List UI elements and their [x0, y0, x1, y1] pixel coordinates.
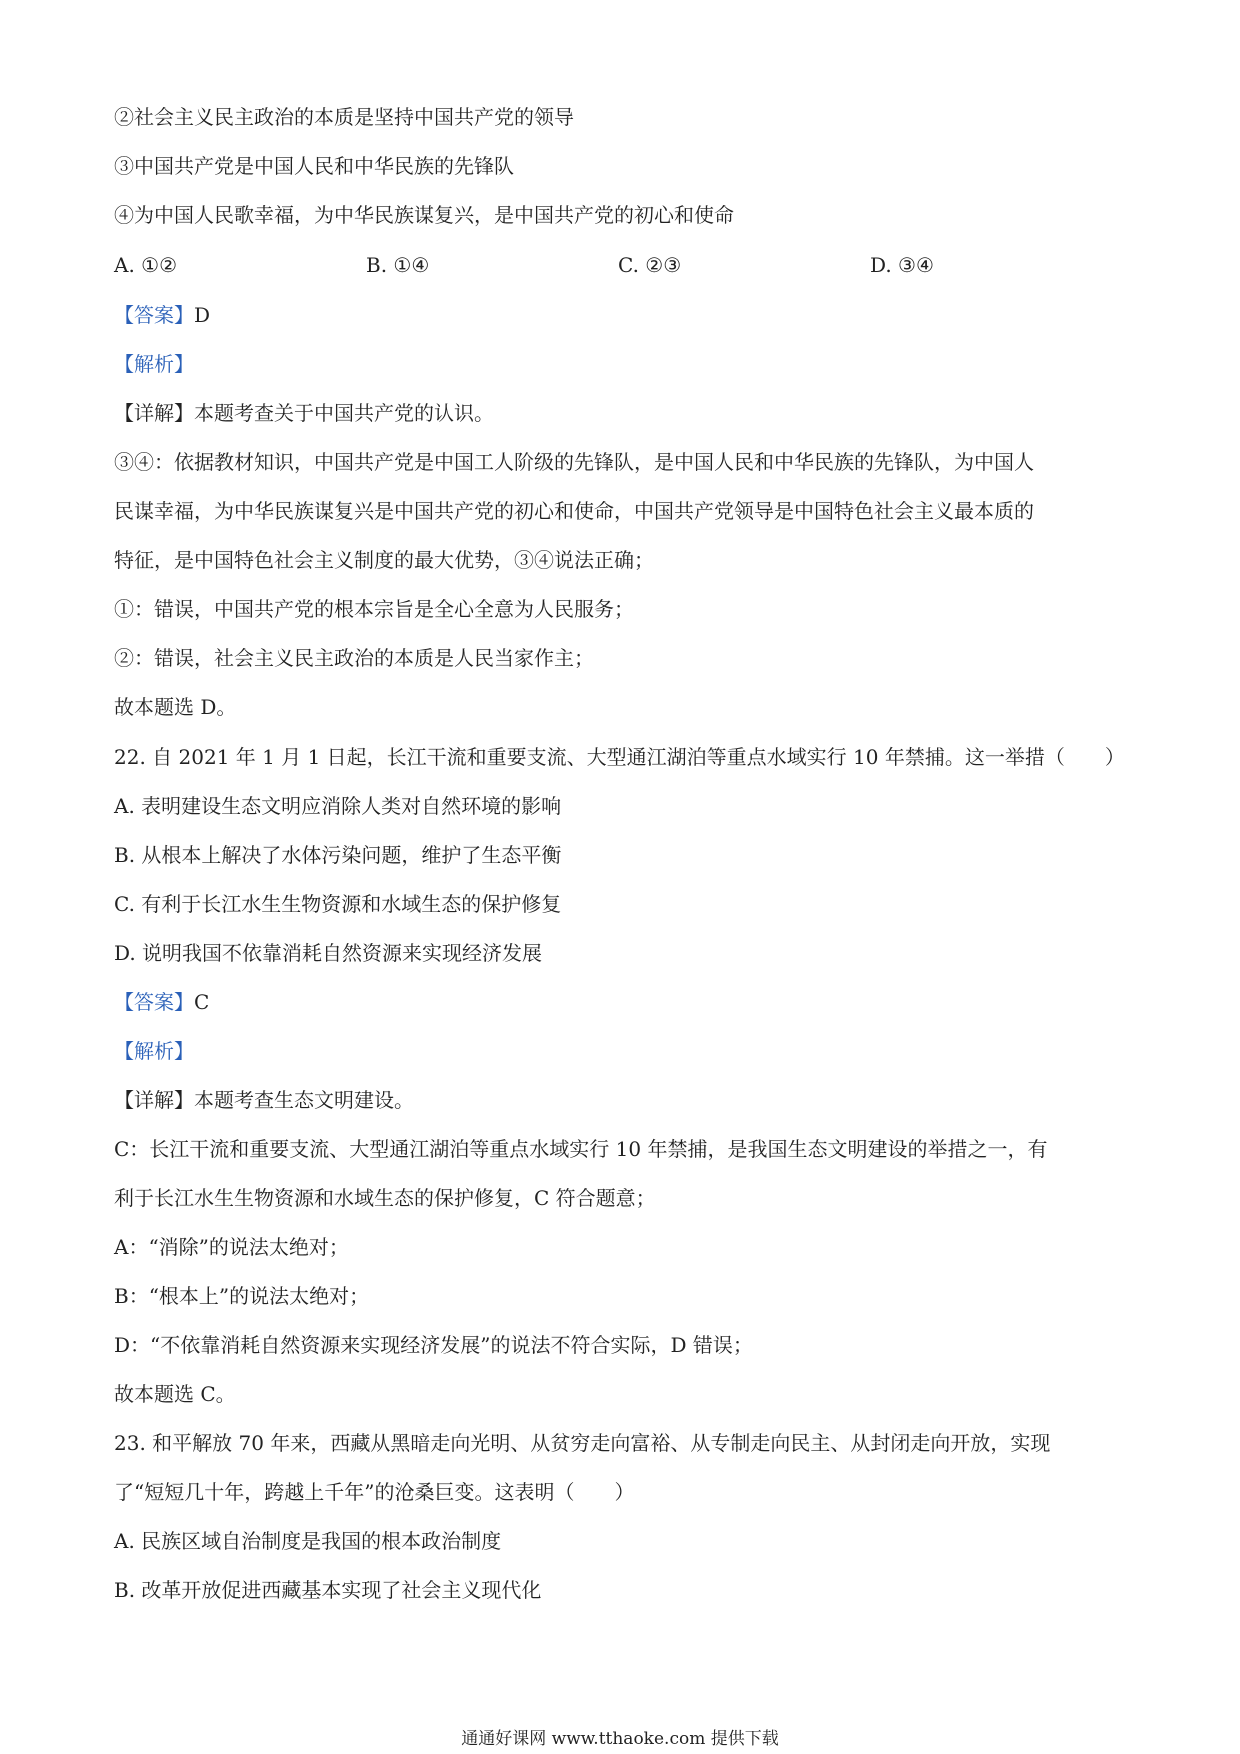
q22-option-a: A. 表明建设生态文明应消除人类对自然环境的影响 [114, 794, 562, 818]
q22-stem: 22. 自 2021 年 1 月 1 日起，长江干流和重要支流、大型通江湖泊等重点水域实行 10 年禁捕。这一举措（ ） [114, 745, 1125, 769]
q21-option-a: A. ①② [114, 253, 178, 277]
q21-option-c: C. ②③ [618, 253, 682, 277]
q21-answer [114, 300, 1130, 330]
q22-option-b: B. 从根本上解决了水体污染问题，维护了生态平衡 [114, 843, 562, 867]
q22-explanation-4: B：“根本上”的说法太绝对； [114, 1284, 370, 1308]
page-footer: 通通好课网 www.tthaoke.com 提供下载 [461, 1729, 779, 1749]
q22-explanation-1: C：长江干流和重要支流、大型通江湖泊等重点水域实行 10 年禁捕，是我国生态文明建设的举措之一，有 [114, 1137, 1048, 1161]
q21-analysis-tag: 【解析】 [114, 352, 194, 376]
q21-explanation-3: 特征，是中国特色社会主义制度的最大优势，③④说法正确； [114, 548, 654, 572]
q22-option-c: C. 有利于长江水生生物资源和水域生态的保护修复 [114, 892, 562, 916]
q22-explanation-5: D：“不依靠消耗自然资源来实现经济发展”的说法不符合实际，D 错误； [114, 1333, 753, 1357]
q22-explanation-3: A：“消除”的说法太绝对； [114, 1235, 349, 1259]
q22-explanation-2: 利于长江水生生物资源和水域生态的保护修复，C 符合题意； [114, 1186, 656, 1210]
statement-4: ④为中国人民歌幸福，为中华民族谋复兴，是中国共产党的初心和使命 [114, 203, 734, 227]
q22-option-d: D. 说明我国不依靠消耗自然资源来实现经济发展 [114, 941, 543, 965]
q23-option-b: B. 改革开放促进西藏基本实现了社会主义现代化 [114, 1578, 542, 1602]
q22-analysis-tag: 【解析】 [114, 1039, 194, 1063]
q21-explanation-5: ②：错误，社会主义民主政治的本质是人民当家作主； [114, 646, 594, 670]
q21-options [114, 250, 1130, 280]
q23-stem-line-2: 了“短短几十年，跨越上千年”的沧桑巨变。这表明（ ） [114, 1480, 635, 1504]
q21-conclusion: 故本题选 D。 [114, 695, 237, 719]
answer-tag: 【答案】 [114, 990, 194, 1014]
answer-value: D [194, 303, 211, 327]
q22-detail: 【详解】本题考查生态文明建设。 [114, 1088, 414, 1112]
q21-option-b: B. ①④ [366, 253, 430, 277]
q21-explanation-4: ①：错误，中国共产党的根本宗旨是全心全意为人民服务； [114, 597, 634, 621]
answer-value: C [194, 990, 210, 1014]
q22-conclusion: 故本题选 C。 [114, 1382, 236, 1406]
q21-explanation-2: 民谋幸福，为中华民族谋复兴是中国共产党的初心和使命，中国共产党领导是中国特色社会主义最本质的 [114, 499, 1034, 523]
q23-stem-line-1: 23. 和平解放 70 年来，西藏从黑暗走向光明、从贫穷走向富裕、从专制走向民主、从封闭走向开放，实现 [114, 1431, 1051, 1455]
statement-2: ②社会主义民主政治的本质是坚持中国共产党的领导 [114, 105, 574, 129]
q23-option-a: A. 民族区域自治制度是我国的根本政治制度 [114, 1529, 502, 1553]
q21-option-d: D. ③④ [870, 253, 934, 277]
q22-answer [114, 987, 1130, 1017]
q21-explanation-1: ③④：依据教材知识，中国共产党是中国工人阶级的先锋队，是中国人民和中华民族的先锋队，为中国人 [114, 450, 1034, 474]
statement-3: ③中国共产党是中国人民和中华民族的先锋队 [114, 154, 514, 178]
q21-detail: 【详解】本题考查关于中国共产党的认识。 [114, 401, 494, 425]
answer-tag: 【答案】 [114, 303, 194, 327]
